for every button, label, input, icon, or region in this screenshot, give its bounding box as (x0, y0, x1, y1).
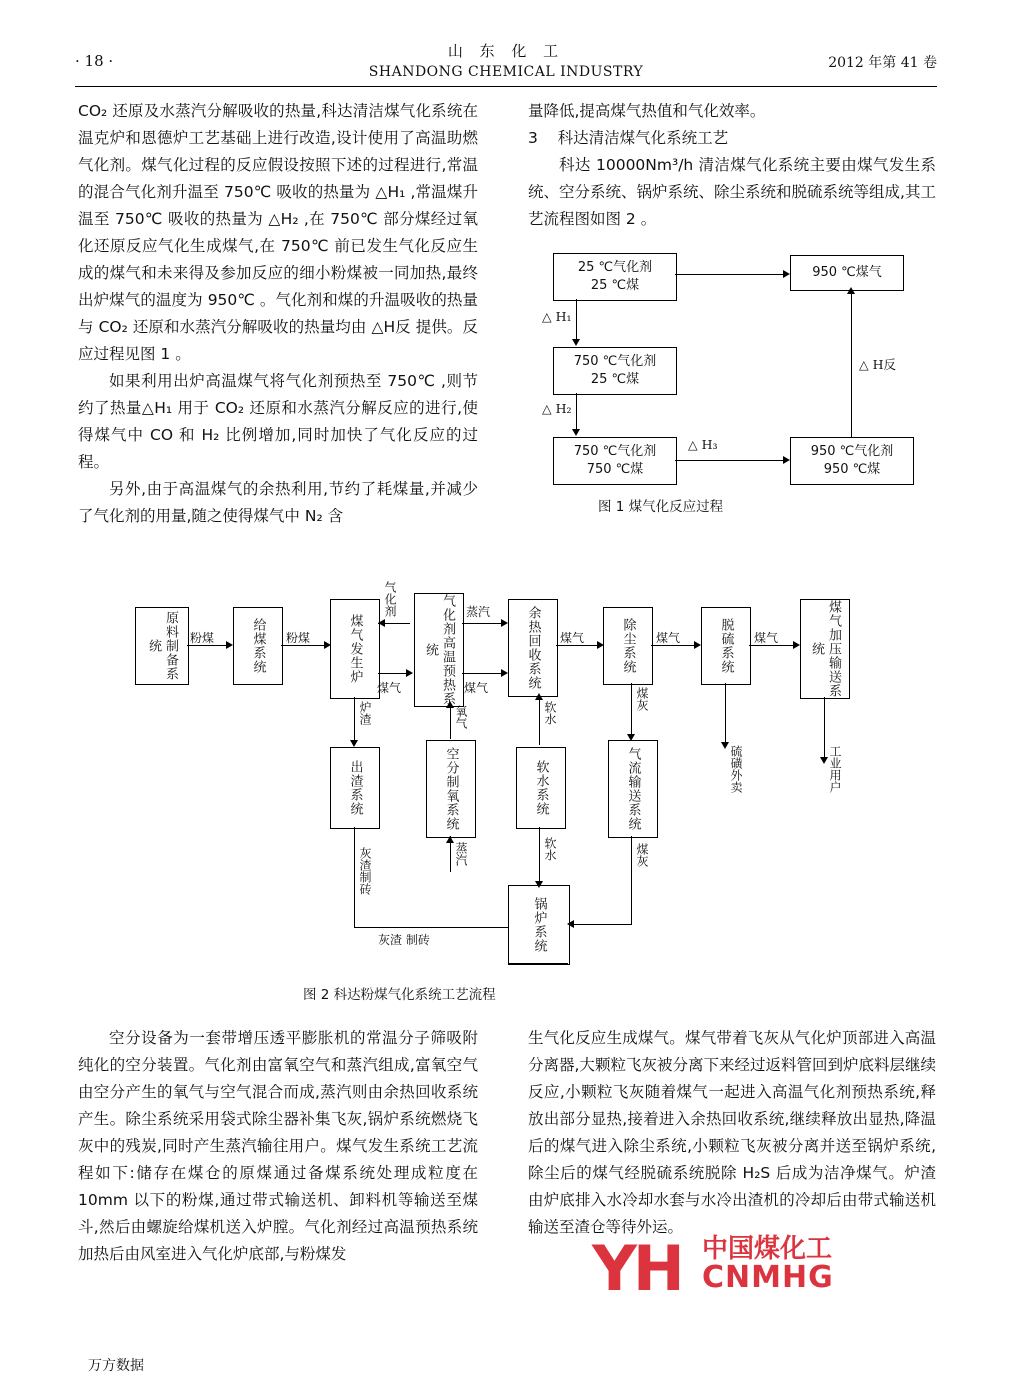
fig2-label-liuhuang: 硫磺外卖 (729, 745, 743, 793)
fig2-arrow-preheat-gasifier (378, 619, 385, 627)
fig1-label-dh3: △ H₃ (688, 437, 718, 452)
fig1-box-1 (553, 253, 677, 301)
volume-info: 2012 年第 41 卷 (828, 55, 937, 71)
fig1-arrow-4 (783, 456, 790, 464)
fig2-conn-softwater-heatrec (539, 697, 540, 745)
bottom-left-paragraph: 空分设备为一套带增压透平膨胀机的常温分子筛吸附纯化的空分装置。气化剂由富氧空气和蒸汽组成,富氧空气由空分产生的氧气与空气混合而成,蒸汽则由余热回收系统产生。除尘系统采用袋式除尘器补集飞灰,锅炉系统燃烧飞灰中的残炭,同时产生蒸汽输往用户。煤气发生系统工艺流程如下:储存在煤仓的原煤通过备煤系统处理成粒度在 10mm 以下的粉煤,通过带式输送机、卸料机等输送至煤斗,然后由螺旋给煤机送入炉膛。气化剂经过高温预热系统加热后由风室进入气化炉底部,与粉煤发 (78, 1029, 478, 1263)
fig2-arrow-heatrec-dust (597, 641, 604, 649)
fig2-arrow-dust-pneumatic (627, 734, 635, 741)
fig2-label-meihui-2: 煤灰 (635, 843, 649, 867)
fig2-label-qihuaji: 气化剂 (383, 581, 397, 617)
fig1-arrow-2 (572, 339, 580, 346)
fig2-box-gasifier-label: 煤气发生炉 (347, 614, 363, 684)
fig2-arrow-asu-steam (446, 836, 454, 843)
fig2-arrow-asu-preheat (446, 701, 454, 708)
fig1-box-3-line-2: 25 ℃煤 (590, 372, 640, 387)
fig2-box-heatrec (508, 599, 558, 697)
watermark-logo: YH (592, 1232, 681, 1305)
fig2-label-zhengqi-2: 蒸汽 (454, 842, 468, 866)
fig2-conn-dust-pneumatic (631, 683, 632, 735)
fig2-box-preheat (414, 593, 464, 707)
fig2-box-softwater-label: 软水系统 (533, 760, 549, 816)
fig2-arrow-softwater-heatrec (535, 693, 543, 700)
fig2-arrow-preheat-heatrec-2 (501, 669, 508, 677)
page-number: · 18 · (75, 52, 114, 70)
fig2-arrow-gasifier-slag (350, 740, 358, 747)
fig2-box-desulf (701, 607, 751, 685)
fig2-label-yangqi: 氧气 (454, 705, 468, 729)
fig2-conn-compress-user (824, 697, 825, 759)
fig1-connector-4 (675, 460, 783, 461)
fig2-box-asu (426, 740, 476, 838)
left-column (78, 98, 478, 530)
fig2-label-gongye: 工业用户 (828, 745, 842, 793)
fig2-arrow-gasifier-preheat (406, 669, 413, 677)
fig1-box-4 (553, 437, 677, 485)
figure-1-caption: 图 1 煤气化反应过程 (598, 499, 724, 515)
fig2-box-slag (330, 747, 380, 829)
fig2-label-huizha-zhuan-1: 灰渣制砖 (358, 847, 372, 895)
fig2-box-boiler (508, 885, 570, 965)
watermark-text-en: CNMHG (702, 1260, 834, 1295)
fig2-arrow-feed-gasifier (324, 641, 331, 649)
bottom-left-column (78, 1025, 478, 1268)
fig2-label-meiqi-3: 煤气 (560, 631, 585, 645)
fig1-box-4-line-2: 750 ℃煤 (586, 462, 644, 477)
fig2-arrow-dust-desulf (694, 641, 701, 649)
fig2-conn-gasifier-slag (354, 697, 355, 741)
right-paragraph-2: 科达 10000Nm³/h 清洁煤气化系统主要由煤气发生系统、空分系统、锅炉系统、除尘系统和脱硫系统等组成,其工艺流程图如图 2 。 (528, 156, 936, 228)
fig1-box-2-line-1: 950 ℃煤气 (812, 265, 882, 280)
figure-2 (78, 581, 938, 1005)
header-divider (75, 86, 937, 87)
fig1-box-2 (790, 255, 904, 291)
bottom-right-column (528, 1025, 936, 1241)
fig2-conn-softwater-boiler (539, 827, 540, 885)
fig2-box-softwater (516, 747, 566, 829)
fig2-conn-boiler-left (508, 927, 509, 963)
journal-title-cn: 山 东 化 工 (447, 42, 565, 60)
fig2-box-boiler-label: 锅炉系统 (531, 897, 547, 953)
fig1-box-1-line-1: 25 ℃气化剂 (577, 260, 653, 275)
left-paragraph-3: 另外,由于高温煤气的余热利用,节约了耗煤量,并减少了气化剂的用量,随之使得煤气中 N₂ 含 (78, 480, 478, 525)
fig1-box-4-line-1: 750 ℃气化剂 (573, 444, 657, 459)
left-paragraph-2: 如果利用出炉高温煤气将气化剂预热至 750℃ ,则节约了热量△H₁ 用于 CO₂ 还原和水蒸汽分解反应的进行,使得煤气中 CO 和 H₂ 比例增加,同时加快了气化反应的过程。 (78, 372, 478, 471)
figure-1 (528, 245, 938, 515)
section-number: 3 (528, 129, 538, 147)
fig2-box-dust-label: 除尘系统 (620, 618, 636, 674)
fig2-box-heatrec-label: 余热回收系统 (525, 606, 541, 690)
fig1-connector-5 (851, 293, 852, 437)
fig2-label-fenmei-1: 粉煤 (190, 631, 215, 645)
fig2-arrow-preheat-heatrec (501, 619, 508, 627)
fig2-conn-boiler-bottom (508, 963, 568, 964)
fig1-arrow-1 (783, 270, 790, 278)
fig2-box-dust (603, 607, 653, 685)
fig2-arrow-raw-feed (226, 641, 233, 649)
fig1-label-dh1: △ H₁ (542, 309, 572, 324)
left-paragraph-1: CO₂ 还原及水蒸汽分解吸收的热量,科达清洁煤气化系统在温克炉和恩德炉工艺基础上进行改造,设计使用了高温助燃气化剂。煤气化过程的反应假设按照下述的过程进行,常温的混合气化剂升温至 750℃ 吸收的热量为 △H₁ ,常温煤升温至 750℃ 吸收的热量为 △H₂ ,在 750℃ 部分煤经过氧化还原反应气化生成煤气,在 750℃ 前已发生气化反应生成的煤气和未来得及参加反应的细小粉煤被一同加热,最终出炉煤气的温度为 950℃ 。气化剂和煤的升温吸收的热量与 CO₂ 还原和水蒸汽分解吸收的热量均由 △H反 提供。反应过程见图 1 。 (78, 102, 478, 363)
section-title: 科达清洁煤气化系统工艺 (557, 129, 729, 147)
fig2-label-ruanshui-1: 软水 (543, 701, 557, 725)
fig2-box-gasifier (330, 599, 380, 699)
figure-2-caption: 图 2 科达粉煤气化系统工艺流程 (303, 987, 496, 1003)
fig1-box-3-line-1: 750 ℃气化剂 (573, 354, 657, 369)
fig2-conn-slag-right (354, 927, 508, 928)
journal-title-en: SHANDONG CHEMICAL INDUSTRY (368, 64, 644, 80)
right-column (528, 98, 936, 233)
fig1-arrow-3 (572, 429, 580, 436)
fig1-box-3 (553, 347, 677, 395)
fig2-box-compress (800, 599, 850, 699)
fig2-box-raw (135, 607, 189, 685)
fig2-label-luzha: 炉渣 (358, 701, 372, 725)
fig1-connector-3 (576, 393, 577, 429)
fig1-connector-2 (576, 299, 577, 339)
fig2-box-slag-label: 出渣系统 (347, 760, 363, 816)
section-heading (528, 125, 936, 152)
fig2-conn-slag-down (354, 827, 355, 927)
fig2-box-asu-label: 空分制氧系统 (443, 747, 459, 831)
fig2-box-pneumatic-label: 气流输送系统 (625, 747, 641, 831)
fig2-box-desulf-label: 脱硫系统 (718, 618, 734, 674)
fig2-label-fenmei-2: 粉煤 (286, 631, 311, 645)
fig2-label-meiqi-2: 煤气 (464, 681, 489, 695)
fig2-box-preheat-label: 气化剂高温预热系统 (423, 594, 455, 706)
fig1-box-5-line-1: 950 ℃气化剂 (810, 444, 894, 459)
fig2-box-compress-label: 煤气加压输送系统 (809, 600, 841, 698)
fig2-conn-asu-preheat (450, 707, 451, 739)
fig1-box-1-line-2: 25 ℃煤 (590, 278, 640, 293)
fig1-box-5 (790, 437, 914, 485)
fig2-label-ruanshui-2: 软水 (543, 837, 557, 861)
fig2-label-huizha-zhuan-2: 灰渣 制砖 (378, 933, 430, 947)
fig2-conn-desulf-sulfur (725, 683, 726, 743)
right-paragraph-1: 量降低,提高煤气热值和气化效率。 (528, 102, 766, 120)
fig2-label-meiqi-4: 煤气 (656, 631, 681, 645)
fig2-label-meiqi-1: 煤气 (377, 681, 402, 695)
fig2-arrow-softwater-boiler (535, 881, 543, 888)
bottom-right-paragraph: 生气化反应生成煤气。煤气带着飞灰从气化炉顶部进入高温分离器,大颗粒飞灰被分离下来经过返料管回到炉底料层继续反应,小颗粒飞灰随着煤气一起进入高温气化剂预热系统,释放出部分显热,接着进入余热回收系统,继续释放出显热,降温后的煤气进入除尘系统,小颗粒飞灰被分离并送至锅炉系统,除尘后的煤气经脱硫系统脱除 H₂S 后成为洁净煤气。炉渣由炉底排入水冷却水套与水冷出渣机的冷却后由带式输送机输送至渣仓等待外运。 (528, 1029, 936, 1236)
fig1-connector-1 (675, 274, 783, 275)
fig2-box-feed (233, 607, 283, 685)
fig2-box-feed-label: 给煤系统 (250, 618, 266, 674)
footer-source: 万方数据 (88, 1358, 144, 1374)
page-header (75, 42, 937, 84)
fig2-conn-pneumatic-boiler (570, 924, 632, 925)
fig2-box-pneumatic (608, 740, 658, 838)
fig2-arrow-pneumatic-boiler (567, 920, 574, 928)
fig1-label-dh2: △ H₂ (542, 401, 572, 416)
fig1-box-5-line-2: 950 ℃煤 (823, 462, 881, 477)
fig2-conn-preheat-heatrec (462, 623, 502, 624)
watermark-text-cn: 中国煤化工 (702, 1234, 833, 1264)
fig1-label-dhr: △ H反 (859, 357, 896, 372)
fig2-label-meiqi-5: 煤气 (754, 631, 779, 645)
fig1-arrow-5 (847, 287, 855, 294)
fig2-label-zhengqi-top: 蒸汽 (466, 605, 491, 619)
fig2-conn-pneumatic-down (631, 836, 632, 924)
fig2-conn-preheat-heatrec-2 (462, 673, 502, 674)
fig2-label-meihui-1: 煤灰 (635, 687, 649, 711)
fig2-arrow-compress-user (820, 757, 828, 764)
fig2-arrow-desulf-compress (793, 641, 800, 649)
fig2-box-raw-label: 原料制备系统 (146, 611, 178, 681)
fig2-arrow-desulf-sulfur (721, 742, 729, 749)
